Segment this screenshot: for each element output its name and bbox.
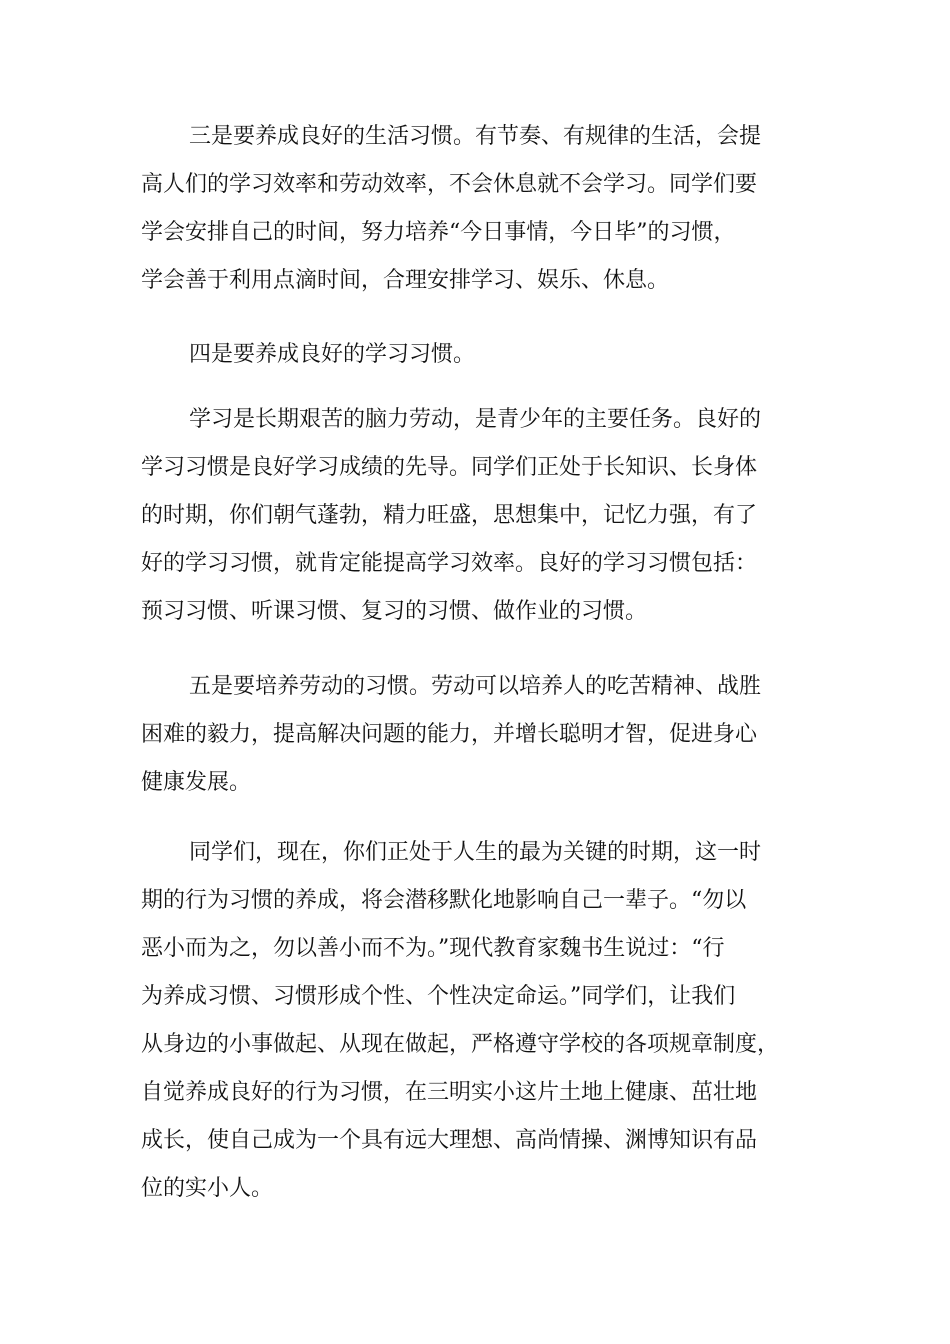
text-line: 从身边的小事做起、从现在做起，严格遵守学校的各项规章制度， [141,1032,780,1057]
paragraph-conclusion [141,829,831,1213]
text-line: 同学们，现在，你们正处于人生的最为关键的时期，这一时 [189,840,762,865]
text-line: 健康发展。 [141,770,252,795]
text-line: 位的实小人。 [141,1176,274,1201]
text-line: 学习是长期艰苦的脑力劳动，是青少年的主要任务。良好的 [189,407,762,432]
text-line: 自觉养成良好的行为习惯，在三明实小这片土地上健康、茁壮地 [141,1080,758,1105]
paragraph-habit-labor [141,663,831,807]
text-line: 学会善于利用点滴时间，合理安排学习、娱乐、休息。 [141,268,670,293]
text-line: 恶小而为之，勿以善小而不为。”现代教育家魏书生说过：“行 [141,936,725,961]
text-line: 三是要养成良好的生活习惯。有节奏、有规律的生活，会提 [189,124,762,149]
text-line: 的时期，你们朝气蓬勃，精力旺盛，思想集中，记忆力强，有了 [141,503,758,528]
text-line: 为养成习惯、习惯形成个性、个性决定命运。”同学们，让我们 [141,984,736,1009]
paragraph-habit-life [141,113,831,305]
text-line: 好的学习习惯，就肯定能提高学习效率。良好的学习习惯包括： [141,551,758,576]
text-line: 困难的毅力，提高解决问题的能力，并增长聪明才智，促进身心 [141,722,758,747]
text-line: 期的行为习惯的养成，将会潜移默化地影响自己一辈子。“勿以 [141,888,747,913]
text-line: 成长，使自己成为一个具有远大理想、高尚情操、渊博知识有品 [141,1128,758,1153]
paragraph-habit-study-heading [141,331,831,379]
paragraph-habit-study [141,396,831,636]
text-line: 预习习惯、听课习惯、复习的习惯、做作业的习惯。 [141,599,648,624]
text-line: 四是要养成良好的学习习惯。 [189,342,476,367]
text-line: 高人们的学习效率和劳动效率，不会休息就不会学习。同学们要 [141,172,758,197]
text-line: 五是要培养劳动的习惯。劳动可以培养人的吃苦精神、战胜 [189,674,762,699]
text-line: 学会安排自己的时间，努力培养“今日事情，今日毕”的习惯， [141,220,736,245]
text-line: 学习习惯是良好学习成绩的先导。同学们正处于长知识、长身体 [141,455,758,480]
